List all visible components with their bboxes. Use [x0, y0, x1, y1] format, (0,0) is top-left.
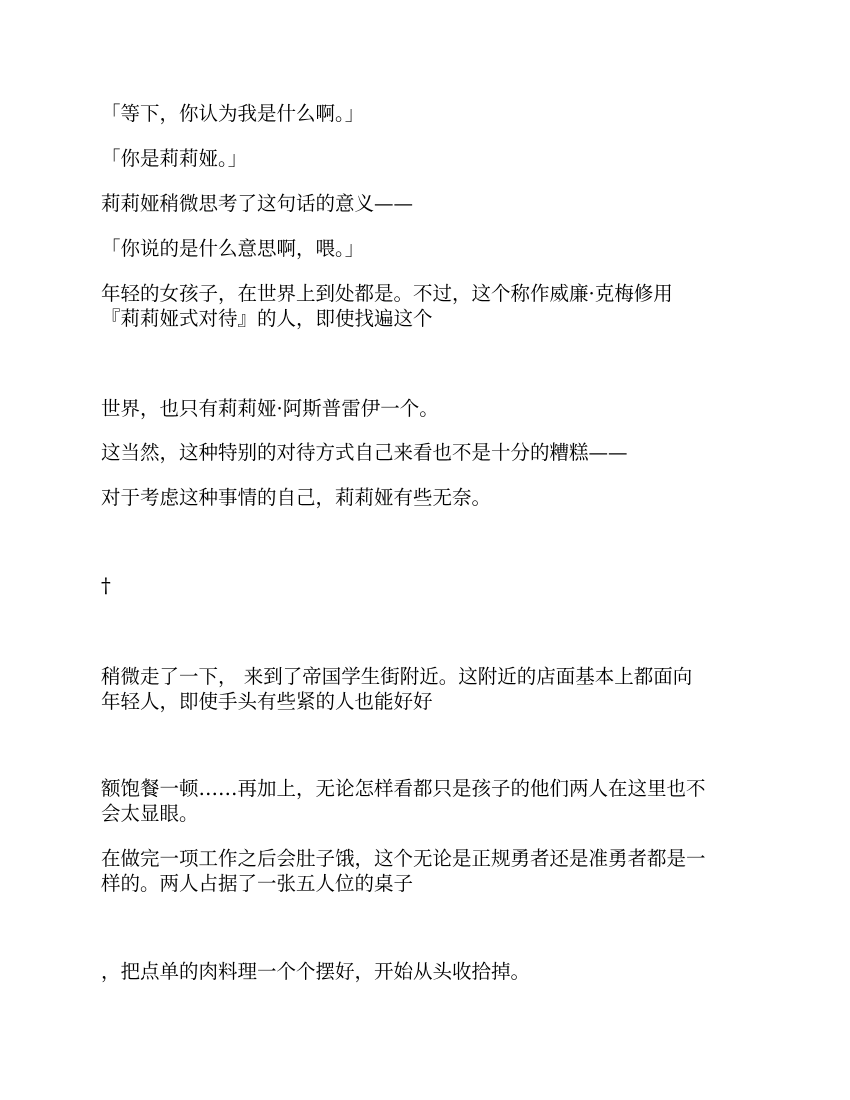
paragraph-1: 「等下，你认为我是什么啊。」: [101, 102, 365, 125]
paragraph-12: ，把点单的肉料理一个个摆好，开始从头收拾掉。: [101, 960, 531, 983]
paragraph-5: 年轻的女孩子，在世界上到处都是。不过，这个称作威廉·克梅修用 『莉莉娅式对待』的人，即使找遍这个: [101, 282, 673, 330]
paragraph-9: 稍微走了一下， 来到了帝国学生街附近。这附近的店面基本上都面向 年轻人，即使手头有些紧的人也能好好: [101, 665, 693, 713]
paragraph-10: 额饱餐一顿……再加上，无论怎样看都只是孩子的他们两人在这里也不 会太显眼。: [101, 777, 706, 825]
paragraph-2: 「你是莉莉娅。」: [101, 147, 248, 170]
section-divider: †: [101, 574, 111, 597]
paragraph-3: 莉莉娅稍微思考了这句话的意义——: [101, 192, 414, 215]
paragraph-11: 在做完一项工作之后会肚子饿，这个无论是正规勇者还是准勇者都是一 样的。两人占据了一张五人位的桌子: [101, 847, 706, 895]
paragraph-8: 对于考虑这种事情的自己，莉莉娅有些无奈。: [101, 486, 492, 509]
paragraph-7: 这当然，这种特别的对待方式自己来看也不是十分的糟糕——: [101, 441, 628, 464]
paragraph-4: 「你说的是什么意思啊，喂。」: [101, 237, 365, 260]
paragraph-6: 世界，也只有莉莉娅·阿斯普雷伊一个。: [101, 397, 439, 420]
